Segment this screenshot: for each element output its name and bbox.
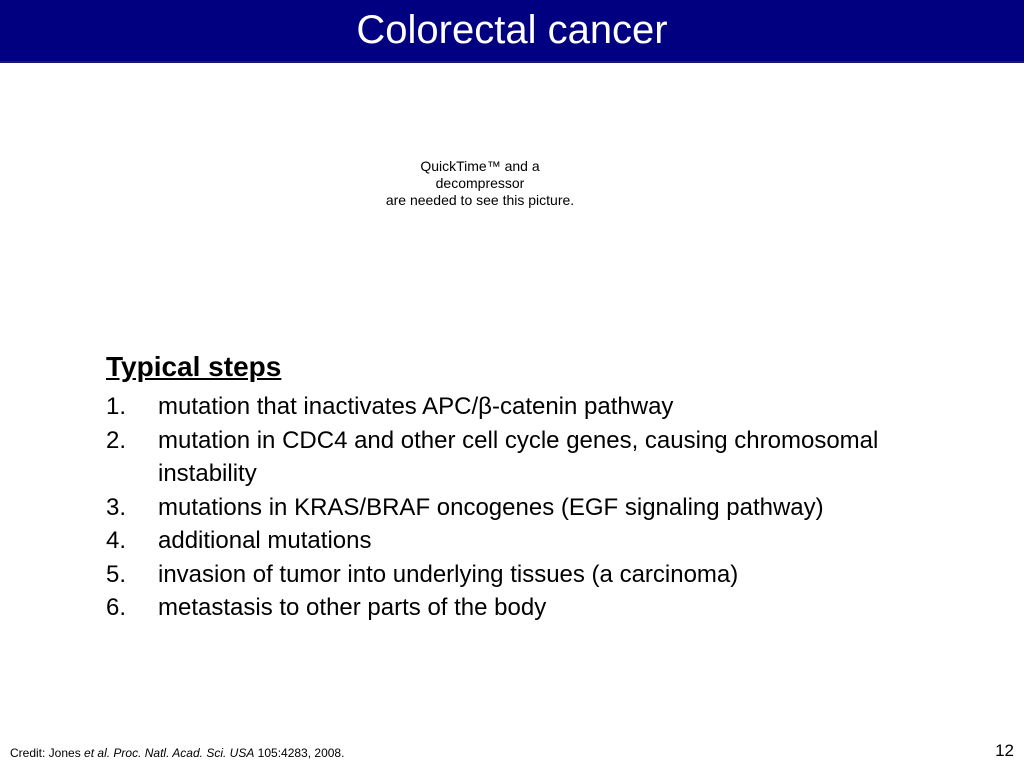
page-number: 12 [995, 741, 1014, 760]
placeholder-line-3: are needed to see this picture. [385, 192, 575, 208]
step-number: 6. [106, 594, 127, 621]
credit-journal: et al. Proc. Natl. Acad. Sci. USA [84, 746, 255, 760]
credit-line [10, 746, 344, 760]
steps-heading: Typical steps [106, 351, 282, 382]
step-item [106, 491, 886, 525]
step-item [106, 591, 886, 625]
step-item [106, 390, 886, 424]
step-text: mutation in CDC4 and other cell cycle genes, causing chromosomal instability [158, 426, 879, 487]
step-text: metastasis to other parts of the body [158, 594, 547, 621]
step-number: 3. [106, 493, 127, 521]
typical-steps-section [106, 350, 886, 625]
step-text: additional mutations [158, 527, 372, 554]
step-number: 5. [106, 560, 127, 588]
quicktime-placeholder [330, 158, 630, 209]
credit-suffix: 105:4283, 2008. [254, 746, 345, 760]
placeholder-line-1: QuickTime™ and a [420, 158, 540, 174]
step-text: mutations in KRAS/BRAF oncogenes (EGF signaling pathway) [158, 493, 824, 521]
step-number: 2. [106, 426, 127, 454]
title-bar [0, 0, 1024, 63]
step-number: 4. [106, 527, 127, 554]
step-item [106, 424, 886, 491]
slide-title: Colorectal cancer [356, 7, 668, 52]
step-number: 1. [106, 393, 127, 420]
step-item [106, 524, 886, 558]
credit-prefix: Credit: Jones [10, 746, 85, 760]
step-item [106, 558, 886, 592]
step-text: mutation that inactivates APC/β-catenin pathway [158, 393, 674, 420]
placeholder-line-2: decompressor [435, 175, 525, 191]
step-text: invasion of tumor into underlying tissues (a carcinoma) [158, 560, 739, 588]
